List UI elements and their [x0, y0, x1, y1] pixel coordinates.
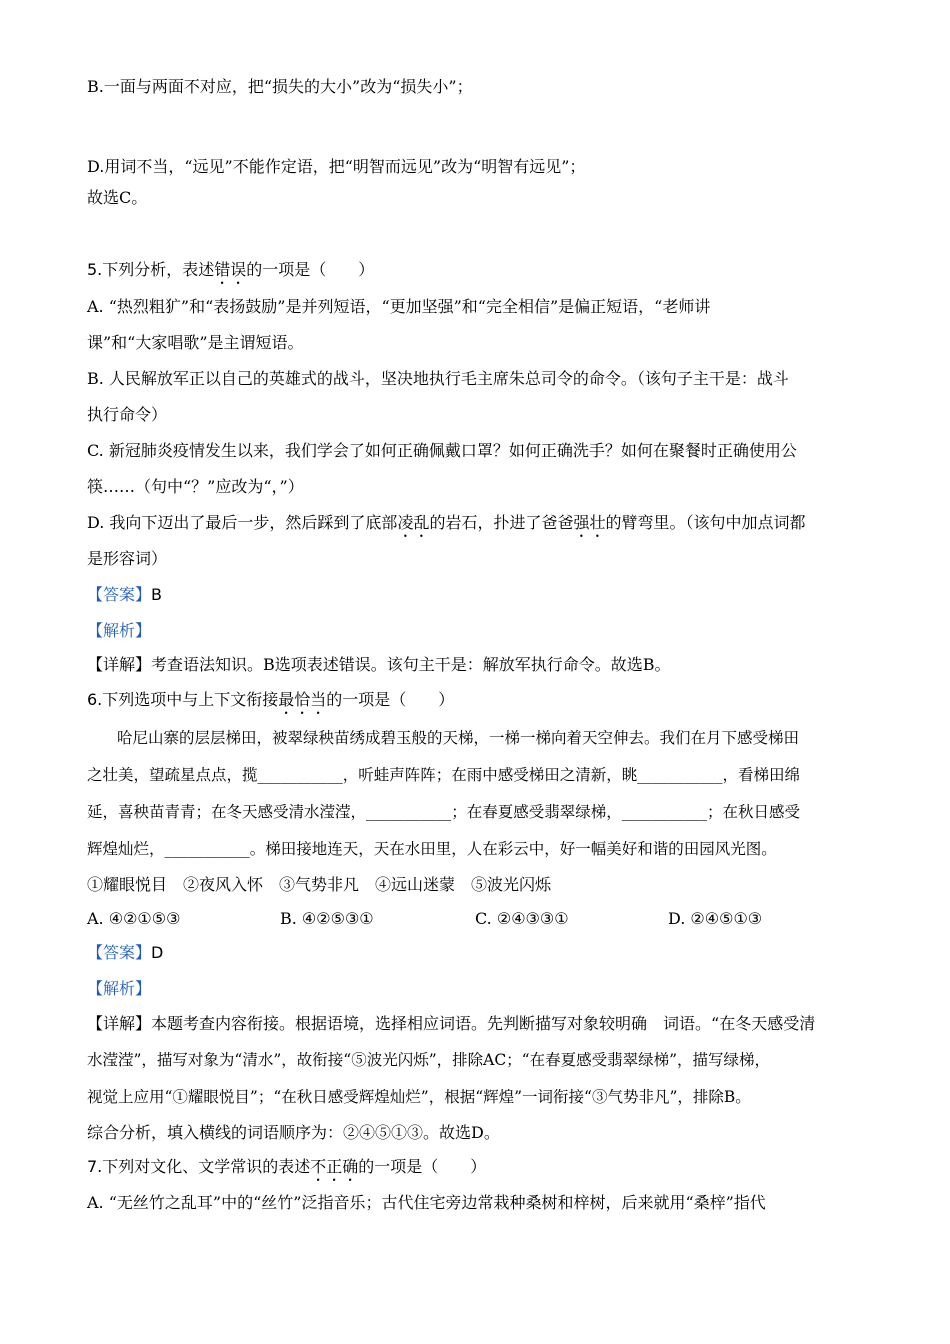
option-c-cont: 筷……（句中“？”应改为“，”） — [87, 477, 304, 496]
detail-line: 综合分析，填入横线的词语顺序为：②④⑤①③。故选D。 — [87, 1123, 500, 1142]
passage-line: 辉煌灿烂，___________。梯田接地连天，天在水田里，人在彩云中，好一幅美好和谐的田园风光图。 — [87, 840, 777, 858]
question-text: 下列对文化、文学常识的表述 — [102, 1157, 311, 1176]
text-line: 故选C。 — [87, 188, 148, 207]
option-text: 的臂弯里。（该句中加点词都 — [605, 513, 806, 532]
question-number: 5. — [87, 260, 103, 279]
passage-line: 哈尼山寨的层层梯田，被翠绿秧苗绣成碧玉般的天梯，一梯一梯向着天空伸去。我们在月下感受梯田 — [117, 729, 800, 747]
detail-line — [87, 655, 671, 675]
question-6-title — [87, 690, 454, 718]
analysis-label: 【解析】 — [87, 621, 152, 640]
answer-value: D — [151, 943, 164, 962]
option-a: A. ④②①⑤③ — [87, 909, 181, 928]
emphasis-dots: 最恰当 — [278, 690, 327, 709]
question-text: 的一项是（ ） — [358, 1157, 487, 1176]
option-c: C. 新冠肺炎疫情发生以来，我们学会了如何正确佩戴口罩？如何正确洗手？如何在聚餐时正确使用公 — [87, 441, 797, 460]
question-5-title — [87, 260, 374, 288]
detail-text: 考查语法知识。B选项表述错误。该句主干是：解放军执行命令。故选B。 — [151, 655, 671, 674]
emphasis-dots: 凌乱 — [397, 513, 430, 532]
option-d: D. ②④⑤①③ — [668, 909, 763, 928]
text-line: B.一面与两面不对应，把“损失的大小”改为“损失小”； — [87, 77, 473, 96]
option-a: A. “热烈粗犷”和“表扬鼓励”是并列短语，“更加坚强”和“完全相信”是偏正短语，“老师讲 — [87, 297, 711, 316]
answer-value: B — [151, 585, 162, 604]
option-text: 的岩石，扑进了爸爸 — [429, 513, 574, 532]
answer-line — [87, 943, 163, 963]
option-a-cont: 课”和“大家唱歌”是主谓短语。 — [87, 333, 304, 352]
detail-label: 【详解】 — [87, 1014, 152, 1033]
emphasis-dots: 错误 — [214, 260, 247, 279]
option-a: A. “无丝竹之乱耳”中的“丝竹”泛指音乐；古代住宅旁边常栽种桑树和梓树，后来就用“桑梓”指代 — [87, 1193, 766, 1212]
detail-line — [87, 1014, 815, 1034]
answer-label: 【答案】 — [87, 585, 152, 604]
question-number: 6. — [87, 690, 103, 709]
detail-label: 【详解】 — [87, 655, 152, 674]
passage-line: 之壮美，望疏星点点，揽___________，听蛙声阵阵；在雨中感受梯田之清新，眺___________，看梯田绵 — [87, 766, 801, 784]
option-b-cont: 执行命令） — [87, 405, 168, 424]
option-c: C. ②④③③① — [475, 909, 569, 928]
emphasis-dots: 不正确 — [310, 1157, 359, 1176]
option-b: B. 人民解放军正以自己的英雄式的战斗，坚决地执行毛主席朱总司令的命令。（该句子主干是：战斗 — [87, 369, 789, 388]
option-d — [87, 513, 806, 541]
question-number: 7. — [87, 1157, 103, 1176]
answer-label: 【答案】 — [87, 943, 152, 962]
option-text: D. 我向下迈出了最后一步，然后踩到了底部 — [87, 513, 398, 532]
detail-line: 视觉上应用“①耀眼悦目”；“在秋日感受辉煌灿烂”，根据“辉煌”一词衔接“③气势非凡”，排除B。 — [87, 1088, 751, 1106]
question-text: 下列选项中与上下文衔接 — [102, 690, 279, 709]
detail-line: 水滢滢”，描写对象为“清水”，故衔接“⑤波光闪烁”，排除AC；“在春夏感受翡翠绿梯”，描写绿梯， — [87, 1051, 771, 1069]
question-text: 的一项是（ ） — [246, 260, 375, 279]
analysis-label: 【解析】 — [87, 979, 152, 998]
emphasis-dots: 强壮 — [573, 513, 606, 532]
detail-text: 本题考查内容衔接。根据语境，选择相应词语。先判断描写对象较明确 词语。“在冬天感受清 — [151, 1014, 816, 1033]
option-d-cont: 是形容词） — [87, 549, 168, 568]
answer-line — [87, 585, 162, 605]
text-line: D.用词不当，“远见”不能作定语，把“明智而远见”改为“明智有远见”； — [87, 157, 586, 176]
question-text: 的一项是（ ） — [326, 690, 455, 709]
question-7-title — [87, 1157, 486, 1185]
passage-line: 延，喜秧苗青青；在冬天感受清水滢滢，___________；在春夏感受翡翠绿梯，___________；在秋日感受 — [87, 803, 801, 821]
option-b: B. ④②⑤③① — [280, 909, 374, 928]
choice-items: ①耀眼悦目 ②夜风入怀 ③气势非凡 ④远山迷蒙 ⑤波光闪烁 — [87, 875, 552, 894]
question-text: 下列分析，表述 — [102, 260, 215, 279]
